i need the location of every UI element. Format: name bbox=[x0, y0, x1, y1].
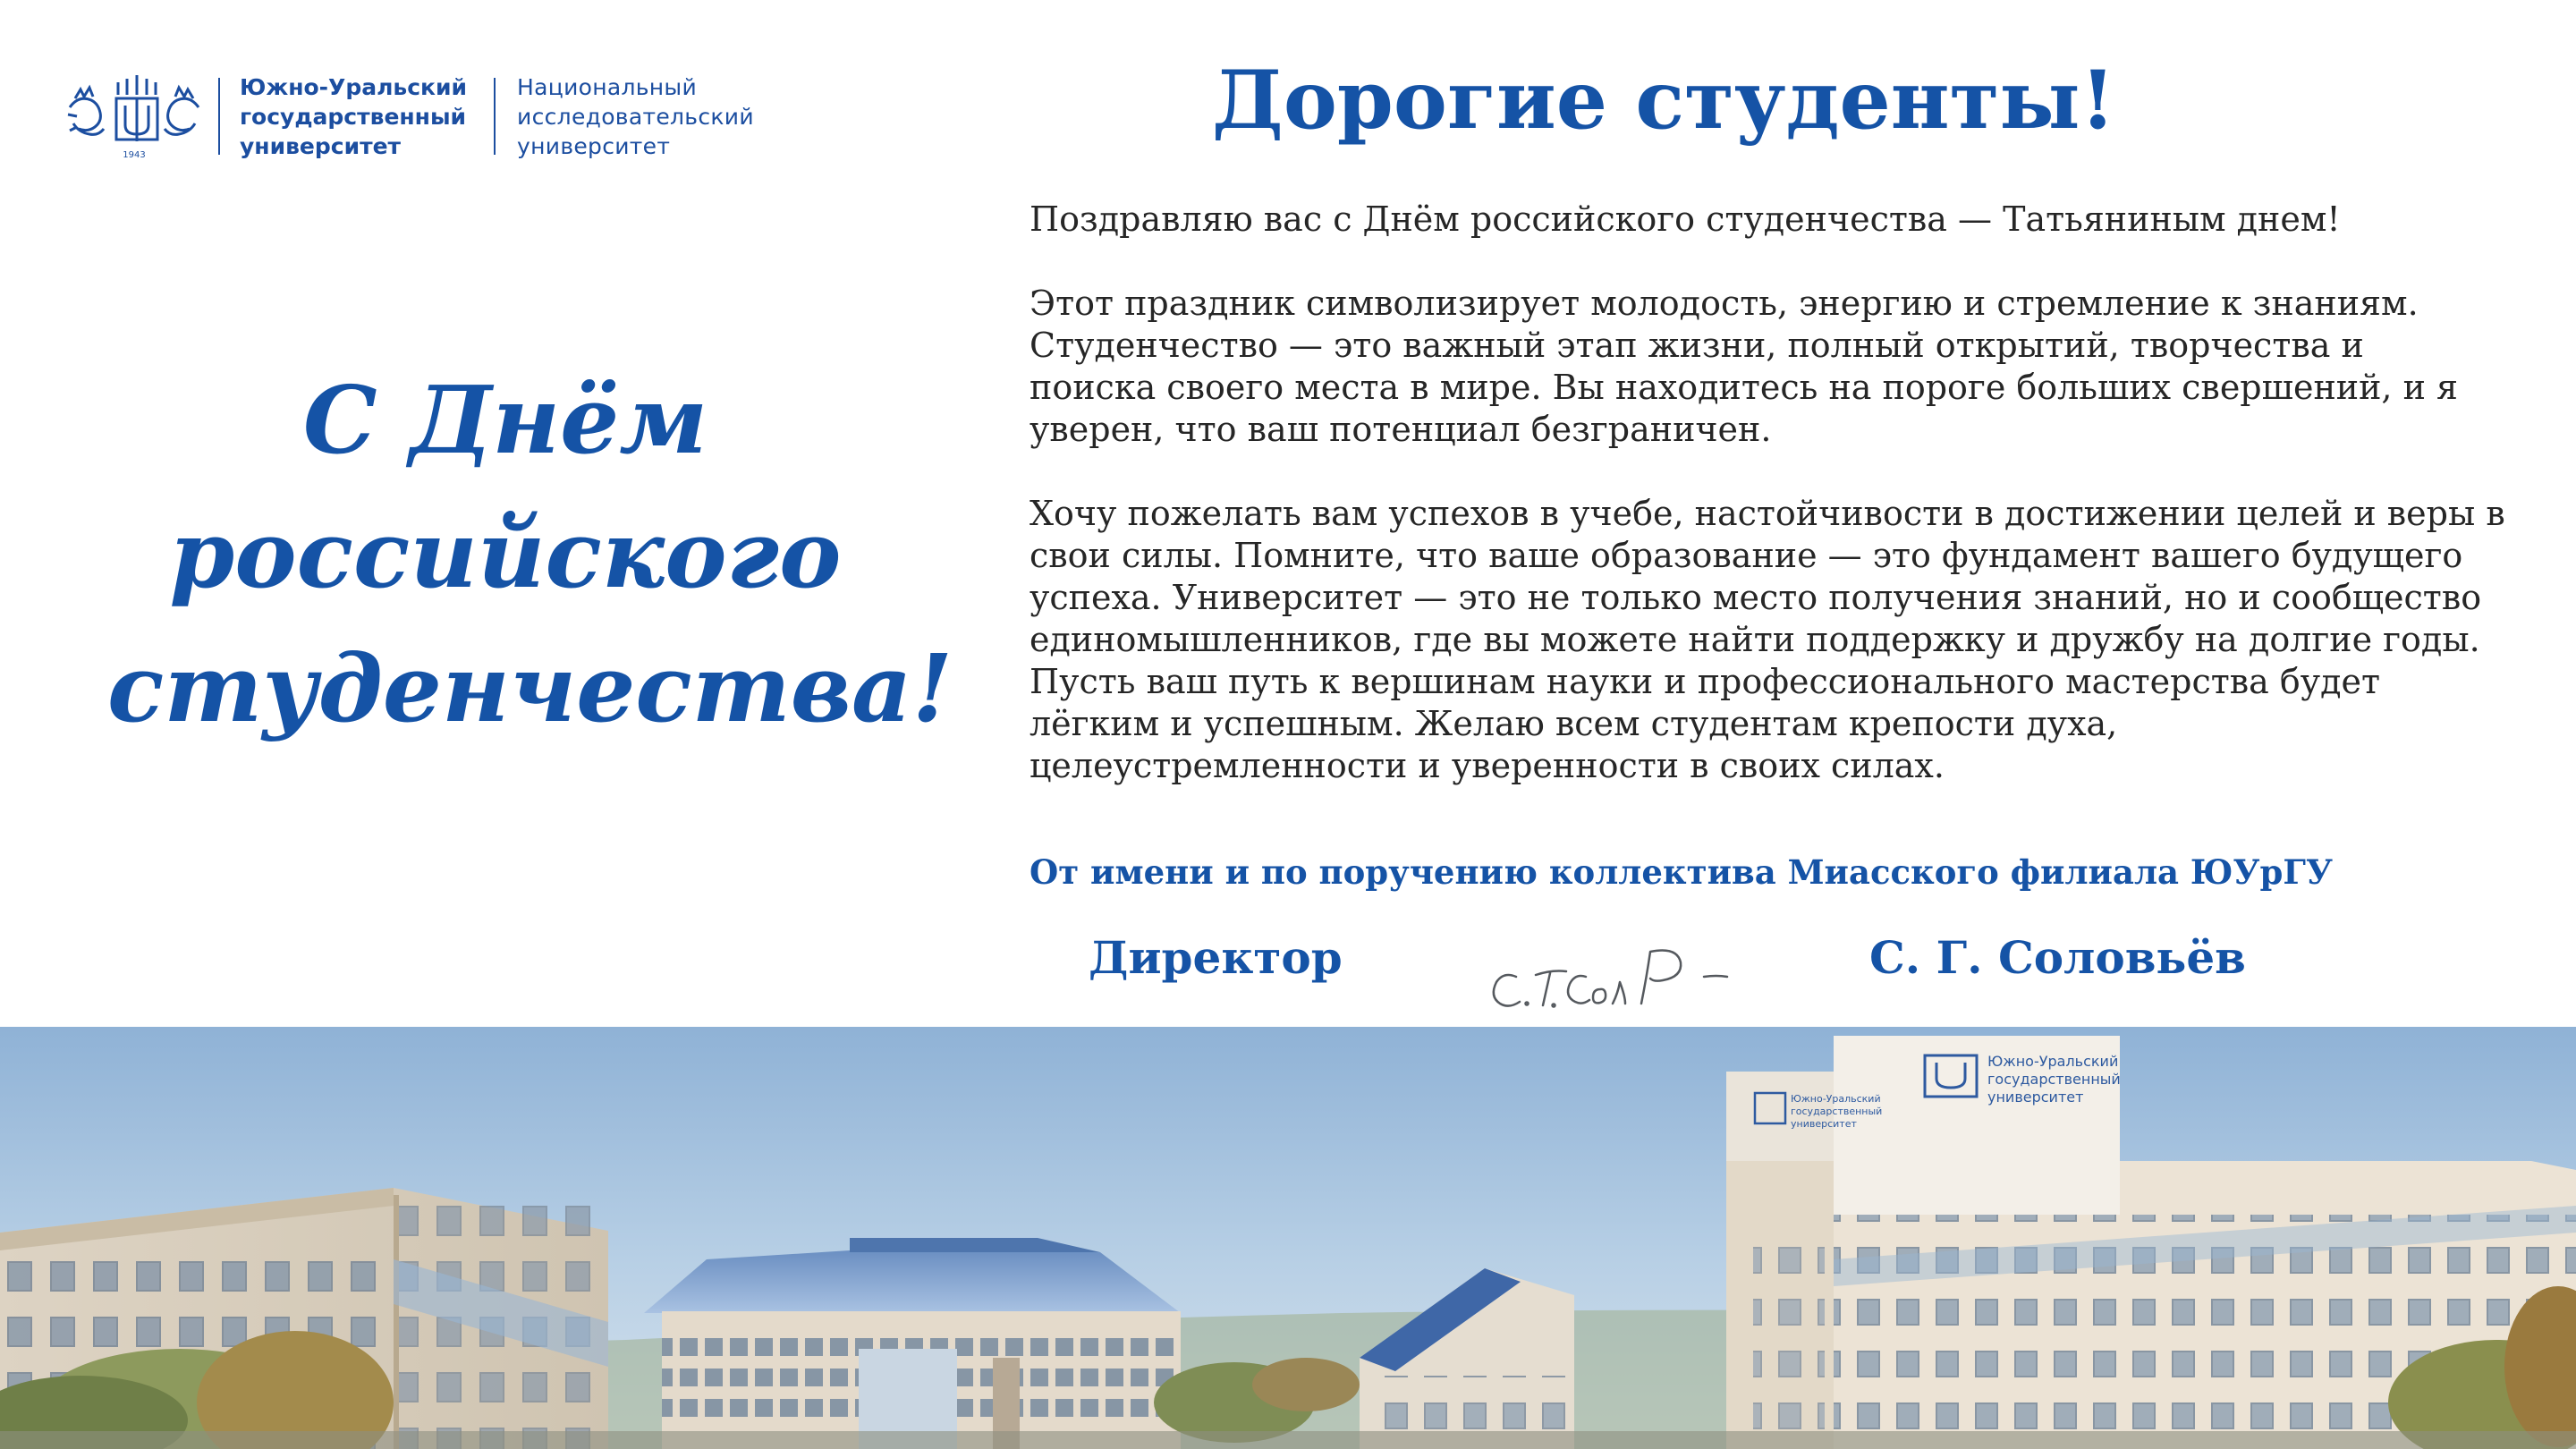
university-name-line: Южно-Уральский bbox=[240, 73, 468, 100]
campus-sign-line: государственный bbox=[1987, 1071, 2121, 1088]
campus-sign-line: университет bbox=[1987, 1089, 2084, 1106]
university-status-line: университет bbox=[517, 132, 671, 159]
university-status bbox=[517, 72, 754, 161]
letter-line: лёгким и успешным. Желаю всем студентам крепости духа, bbox=[1030, 704, 2118, 743]
greeting-line: студенчества! bbox=[107, 633, 953, 743]
letter-line: уверен, что ваш потенциал безграничен. bbox=[1030, 410, 1772, 449]
letter-line: Поздравляю вас с Днём российского студенчества — Татьяниным днем! bbox=[1030, 199, 2341, 239]
greeting-line: российского bbox=[169, 499, 842, 609]
campus-photo bbox=[0, 1027, 2576, 1449]
letter-body bbox=[1030, 199, 2514, 787]
paragraph-gap bbox=[1030, 451, 2514, 493]
university-name bbox=[240, 72, 467, 161]
svg-text:государственный bbox=[1791, 1106, 1882, 1117]
signature-block bbox=[0, 921, 2576, 1020]
letter-line: единомышленников, где вы можете найти поддержку и дружбу на долгие годы. bbox=[1030, 620, 2480, 659]
campus-sign-line: Южно-Уральский bbox=[1987, 1053, 2119, 1070]
logo-divider bbox=[494, 78, 496, 155]
svg-text:государственный bbox=[1987, 1071, 2121, 1088]
university-status-line: исследовательский bbox=[517, 103, 754, 130]
letter-line: Хочу пожелать вам успехов в учебе, настойчивости в достижении целей и веры в bbox=[1030, 494, 2505, 533]
letter-line: успеха. Университет — это не только место получения знаний, но и сообщество bbox=[1030, 578, 2482, 617]
letter-line: поиска своего места в мире. Вы находитесь на пороге больших свершений, и я bbox=[1030, 368, 2458, 407]
university-logo bbox=[63, 72, 805, 161]
letter-line: целеустремленности и уверенности в своих силах. bbox=[1030, 746, 1945, 785]
handwritten-signature bbox=[1480, 921, 1740, 1020]
logo-year: 1943 bbox=[123, 150, 146, 160]
letter-line: свои силы. Помните, что ваше образование — это фундамент вашего будущего bbox=[1030, 536, 2463, 575]
campus-sign-line: университет bbox=[1791, 1118, 1857, 1130]
letter-line: Студенчество — это важный этап жизни, полный открытий, творчества и bbox=[1030, 326, 2364, 365]
signatory-name: С. Г. Соловьёв bbox=[1869, 931, 2246, 984]
letter-line: Этот праздник символизирует молодость, энергию и стремление к знаниям. bbox=[1030, 284, 2419, 323]
letter-headline: Дорогие студенты! bbox=[1211, 53, 2116, 148]
paragraph-gap bbox=[1030, 241, 2514, 283]
greeting-line: С Днём bbox=[302, 365, 708, 475]
university-status-line: Национальный bbox=[517, 73, 698, 100]
letter-line: Пусть ваш путь к вершинам науки и профессионального мастерства будет bbox=[1030, 662, 2381, 701]
university-name-line: университет bbox=[240, 132, 402, 159]
campus-sign-line: государственный bbox=[1791, 1106, 1883, 1117]
holiday-greeting bbox=[107, 353, 953, 756]
svg-text:университет bbox=[1791, 1118, 1857, 1130]
susu-emblem-icon bbox=[63, 72, 206, 161]
university-name-line: государственный bbox=[240, 103, 467, 130]
svg-text:Южно-Уральский bbox=[1791, 1093, 1881, 1105]
svg-text:университет bbox=[1987, 1089, 2083, 1106]
signatory-position: Директор bbox=[1089, 931, 1343, 984]
campus-sign-line: Южно-Уральский bbox=[1791, 1093, 1881, 1105]
logo-divider bbox=[218, 78, 220, 155]
on-behalf-line: От имени и по поручению коллектива Миасского филиала ЮУрГУ bbox=[1030, 852, 2334, 892]
svg-text:Южно-Уральский bbox=[1987, 1053, 2118, 1070]
